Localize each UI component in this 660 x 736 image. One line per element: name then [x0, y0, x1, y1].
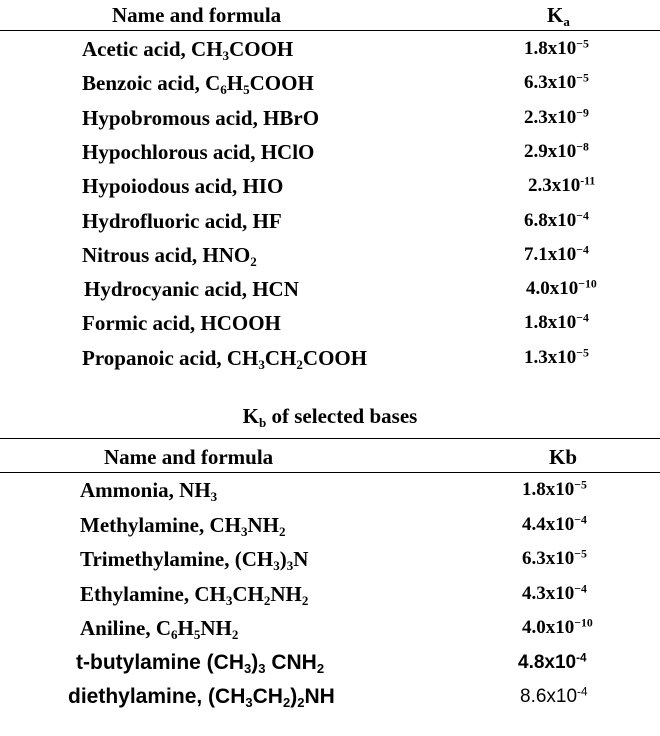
- name-text: Ammonia, NH: [80, 478, 211, 502]
- bases-row-constant: [522, 583, 587, 605]
- constant-mantissa: 1.3x10: [524, 346, 577, 368]
- bases-row-constant: [520, 686, 588, 708]
- name-text: diethylamine, (CH: [68, 685, 246, 708]
- constant-mantissa: 6.3x10: [522, 548, 575, 569]
- name-text: N: [293, 547, 309, 571]
- name-text: CH: [264, 345, 297, 370]
- bases-row-name: [80, 513, 286, 538]
- bases-row-constant: [522, 617, 593, 639]
- constant-mantissa: 1.8x10: [522, 479, 575, 500]
- name-text: Hypochlorous acid, HClO: [82, 139, 315, 164]
- formula-subscript: 2: [282, 694, 291, 710]
- formula-subscript: 2: [263, 592, 271, 608]
- bases-row-constant: [522, 514, 587, 536]
- formula-subscript: 6: [220, 82, 227, 98]
- name-text: Hydrofluoric acid, HF: [82, 208, 282, 233]
- name-text: Trimethylamine, (CH: [80, 547, 274, 571]
- formula-subscript: 3: [258, 356, 265, 372]
- constant-exponent: −5: [576, 346, 589, 360]
- formula-subscript: 3: [245, 694, 253, 710]
- name-text: Nitrous acid, HNO: [82, 242, 251, 267]
- acids-row-constant: [524, 107, 589, 129]
- constant-mantissa: 6.8x10: [524, 209, 577, 231]
- acids-row-name: [82, 209, 282, 234]
- acids-row-name: [82, 37, 293, 62]
- constant-mantissa: 2.3x10: [524, 106, 577, 128]
- formula-subscript: 2: [279, 523, 286, 539]
- constant-mantissa: 1.8x10: [524, 312, 577, 334]
- name-text: NH: [270, 581, 302, 606]
- bases-row-name: [80, 478, 217, 503]
- bases-row-name: [68, 685, 335, 709]
- acids-row-constant: [524, 72, 589, 94]
- kb-title-sub: b: [259, 414, 267, 430]
- constant-exponent: −5: [576, 37, 589, 51]
- constant-mantissa: 1.8x10: [524, 38, 577, 59]
- bases-row-constant: [522, 479, 587, 501]
- acids-row-constant: [528, 175, 595, 197]
- constant-mantissa: 7.1x10: [524, 243, 577, 265]
- constant-mantissa: 4.0x10: [522, 617, 575, 638]
- ka-header-sub: a: [563, 13, 570, 29]
- acids-row-name: [82, 346, 367, 371]
- acids-row-constant: [524, 141, 589, 163]
- acids-row-constant: [524, 244, 589, 266]
- name-text: Aniline, C: [80, 616, 172, 640]
- constant-mantissa: 4.0x10: [526, 278, 579, 300]
- name-text: Formic acid, HCOOH: [82, 311, 281, 336]
- constant-exponent: −5: [576, 71, 589, 85]
- constant-exponent: -4: [576, 651, 587, 665]
- formula-subscript: 2: [297, 694, 305, 710]
- bases-row-name: [76, 651, 324, 675]
- formula-subscript: 3: [225, 592, 233, 608]
- formula-subscript: 2: [301, 592, 309, 608]
- bases-header-rule: [0, 472, 660, 473]
- constant-mantissa: 4.3x10: [522, 582, 575, 604]
- bases-kb-header: Kb: [549, 445, 578, 469]
- name-text: Ethylamine, CH: [80, 581, 226, 606]
- bases-name-header: Name and formula: [104, 445, 274, 469]
- formula-subscript: 2: [316, 660, 325, 676]
- name-text: Hydrocyanic acid, HCN: [84, 277, 299, 302]
- constant-exponent: -11: [580, 174, 596, 188]
- acids-row-name: [82, 311, 281, 336]
- bases-row-name: [80, 582, 308, 607]
- acids-row-name: [82, 106, 319, 131]
- constant-exponent: −5: [574, 547, 587, 561]
- acids-row-name: [84, 277, 299, 302]
- kb-title-rest: of selected bases: [266, 404, 418, 428]
- name-text: NH: [304, 685, 335, 708]
- name-text: Hypoiodous acid, HIO: [82, 174, 284, 199]
- name-text: CH: [232, 581, 264, 606]
- formula-subscript: 3: [286, 557, 294, 573]
- name-text: Acetic acid, CH: [82, 37, 223, 61]
- acids-row-constant: [524, 210, 589, 232]
- bases-table-title: [0, 404, 660, 429]
- constant-exponent: -4: [577, 685, 588, 699]
- name-text: t-butylamine (CH: [76, 650, 244, 674]
- constant-mantissa: 2.3x10: [528, 175, 581, 197]
- formula-subscript: 3: [210, 488, 218, 504]
- constant-exponent: −9: [576, 106, 589, 120]
- kb-title-main: K: [242, 404, 260, 428]
- constant-exponent: −5: [574, 478, 587, 492]
- name-text: COOH: [229, 37, 294, 61]
- name-text: COOH: [249, 71, 314, 96]
- formula-subscript: 3: [240, 523, 248, 539]
- name-text: H: [177, 616, 194, 640]
- constant-exponent: −8: [576, 140, 589, 154]
- name-text: ): [279, 547, 287, 571]
- constant-mantissa: 4.4x10: [522, 513, 575, 535]
- constant-mantissa: 6.3x10: [524, 72, 577, 94]
- formula-subscript: 2: [296, 356, 303, 372]
- name-text: Propanoic acid, CH: [82, 345, 259, 370]
- name-text: COOH: [302, 345, 368, 370]
- bases-title-rule: [0, 438, 660, 439]
- bases-row-name: [80, 616, 238, 641]
- ka-header-main: K: [547, 3, 564, 27]
- constant-mantissa: 8.6x10: [520, 686, 578, 707]
- acids-row-name: [82, 140, 314, 165]
- constant-mantissa: 4.8x10: [518, 651, 577, 673]
- formula-subscript: 5: [243, 82, 250, 98]
- acids-row-name: [82, 71, 314, 96]
- name-text: H: [226, 71, 244, 96]
- constant-exponent: −10: [578, 277, 597, 291]
- acids-row-constant: [524, 38, 589, 60]
- constant-exponent: −4: [574, 582, 587, 596]
- name-text: CNH: [265, 650, 317, 674]
- acids-row-constant: [526, 278, 597, 300]
- acids-row-constant: [524, 312, 589, 334]
- formula-subscript: 3: [244, 660, 252, 676]
- acids-row-constant: [524, 347, 589, 369]
- formula-subscript: 3: [273, 557, 280, 573]
- formula-subscript: 2: [231, 626, 239, 642]
- constant-exponent: −4: [576, 209, 589, 223]
- acids-header-rule: [0, 30, 660, 31]
- name-text: NH: [247, 512, 279, 537]
- name-text: Benzoic acid, C: [82, 71, 221, 96]
- acids-ka-header: [547, 3, 570, 28]
- name-text: Methylamine, CH: [80, 512, 241, 537]
- constant-exponent: −10: [574, 616, 593, 630]
- acids-name-header: Name and formula: [112, 3, 282, 27]
- formula-subscript: 5: [193, 626, 201, 642]
- formula-subscript: 3: [258, 660, 266, 676]
- acids-row-name: [82, 243, 257, 268]
- bases-row-name: [80, 547, 308, 572]
- constant-exponent: −4: [576, 311, 589, 325]
- name-text: NH: [200, 616, 232, 640]
- formula-subscript: 6: [171, 626, 178, 642]
- bases-row-constant: [518, 652, 587, 674]
- name-text: ): [251, 650, 259, 674]
- constant-mantissa: 2.9x10: [524, 140, 577, 162]
- acids-row-name: [82, 174, 283, 199]
- constant-exponent: −4: [576, 243, 589, 257]
- name-text: ): [290, 685, 298, 708]
- formula-subscript: 3: [222, 47, 230, 63]
- bases-row-constant: [522, 548, 587, 570]
- name-text: CH: [252, 685, 283, 708]
- name-text: Hypobromous acid, HBrO: [82, 105, 320, 130]
- constant-exponent: −4: [574, 513, 587, 527]
- formula-subscript: 2: [250, 253, 257, 269]
